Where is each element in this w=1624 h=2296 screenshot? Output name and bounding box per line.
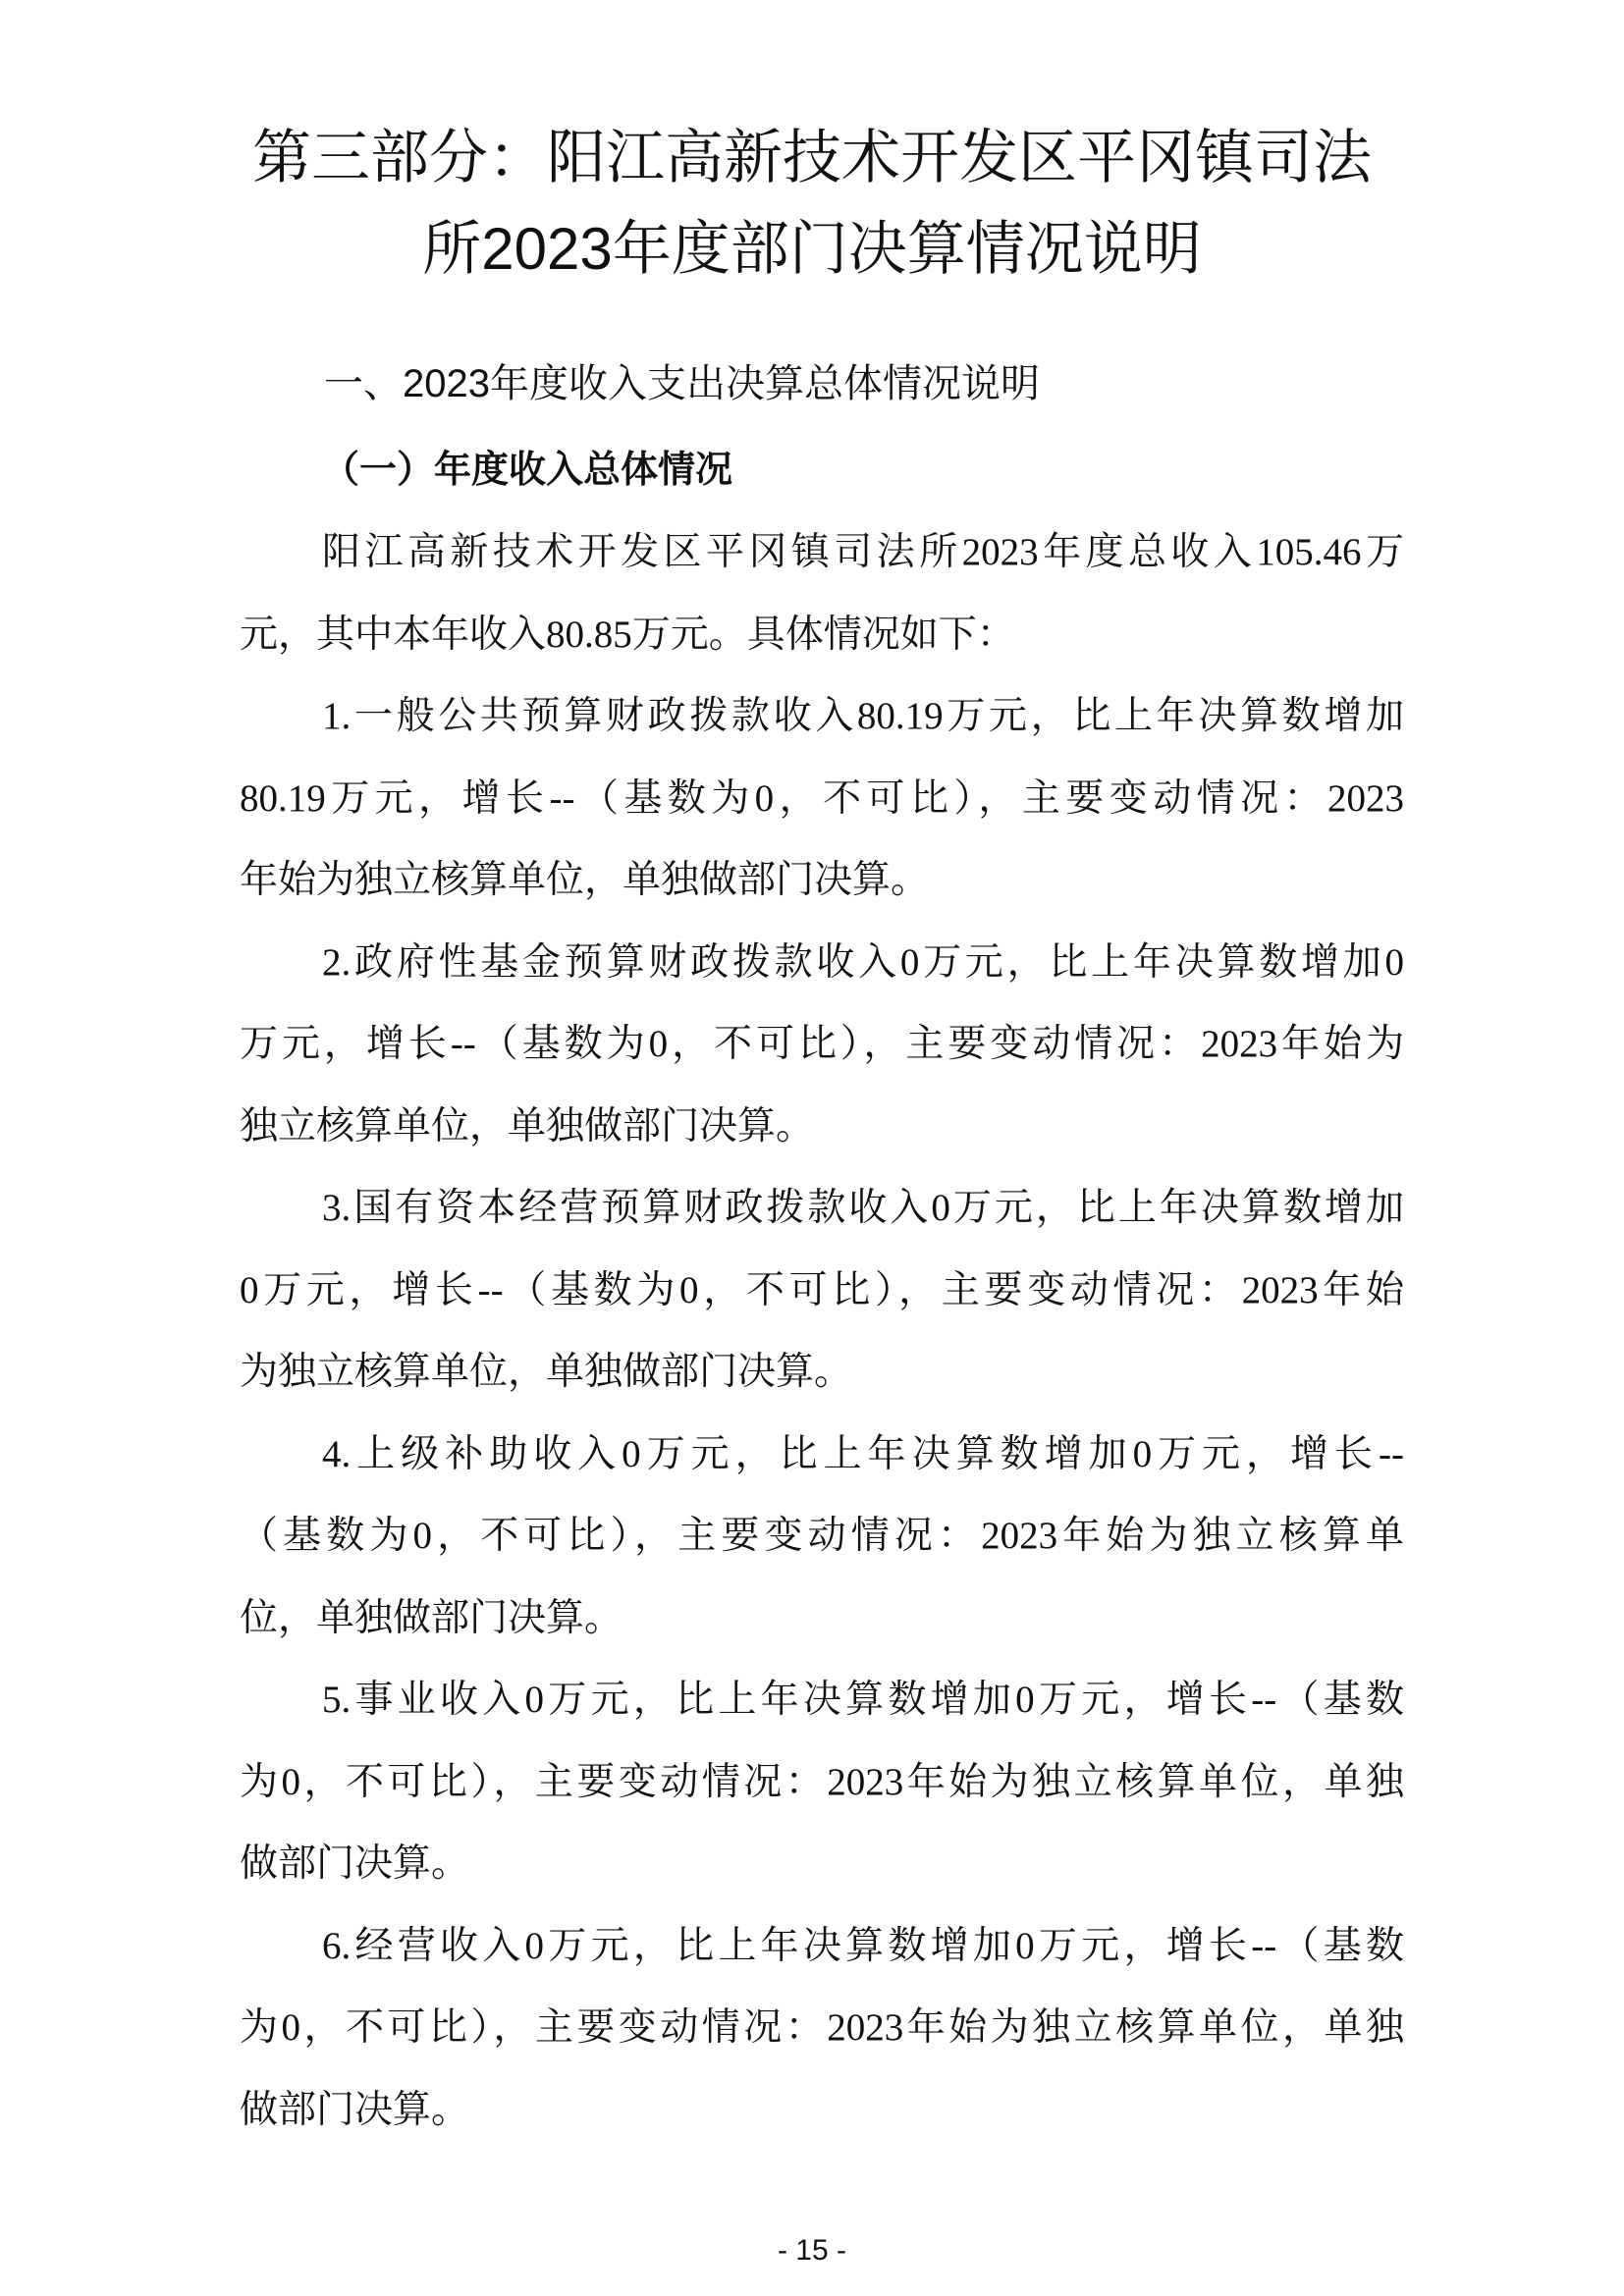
text-line: 做部门决算。 [240, 1842, 470, 1885]
text-line: 3.国有资本经营预算财政拨款收入0万元，比上年决算数增加 [322, 1187, 1404, 1229]
section-heading: 一、2023年度收入支出决算总体情况说明 [324, 362, 1040, 405]
page-number: - 15 - [777, 2234, 847, 2267]
text-line: 2.政府性基金预算财政拨款收入0万元，比上年决算数增加0 [322, 940, 1404, 984]
text-line: 6.经营收入0万元，比上年决算数增加0万元，增长--（基数 [322, 1924, 1404, 1967]
text-line: 为独立核算单位，单独做部门决算。 [240, 1351, 853, 1393]
paragraph [240, 1414, 1404, 1660]
text-line: 为0，不可比），主要变动情况：2023年始为独立核算单位，单独 [240, 2006, 1404, 2049]
text-line: 独立核算单位，单独做部门决算。 [240, 1104, 815, 1148]
document-title-line-2: 所2023年度部门决算情况说明 [422, 216, 1202, 282]
text-line: 年始为独立核算单位，单独做部门决算。 [240, 859, 930, 901]
text-line: 1.一般公共预算财政拨款收入80.19万元，比上年决算数增加 [322, 695, 1404, 737]
text-line: 为0，不可比），主要变动情况：2023年始为独立核算单位，单独 [240, 1760, 1404, 1803]
body-text [240, 511, 1404, 2151]
subsection-heading: （一）年度收入总体情况 [322, 450, 733, 491]
paragraph [240, 1905, 1404, 2152]
paragraph [240, 922, 1404, 1168]
text-line: 元，其中本年收入80.85万元。具体情况如下： [240, 613, 1015, 656]
text-line: 5.事业收入0万元，比上年决算数增加0万元，增长--（基数 [322, 1679, 1404, 1721]
text-line: （基数为0，不可比），主要变动情况：2023年始为独立核算单 [240, 1515, 1404, 1557]
paragraph [240, 675, 1404, 922]
text-line: 80.19万元，增长--（基数为0，不可比），主要变动情况：2023 [240, 776, 1404, 820]
text-line: 位，单独做部门决算。 [240, 1596, 623, 1639]
document-title-line-1: 第三部分：阳江高新技术开发区平冈镇司法 [252, 125, 1372, 190]
text-line: 做部门决算。 [240, 2088, 470, 2131]
text-line: 4.上级补助收入0万元，比上年决算数增加0万元，增长-- [322, 1432, 1404, 1475]
paragraph [240, 1167, 1404, 1414]
text-line: 阳江高新技术开发区平冈镇司法所2023年度总收入105.46万 [322, 531, 1404, 573]
paragraph [240, 511, 1404, 675]
paragraph [240, 1659, 1404, 1905]
text-line: 万元，增长--（基数为0，不可比），主要变动情况：2023年始为 [240, 1023, 1404, 1065]
text-line: 0万元，增长--（基数为0，不可比），主要变动情况：2023年始 [240, 1268, 1404, 1311]
